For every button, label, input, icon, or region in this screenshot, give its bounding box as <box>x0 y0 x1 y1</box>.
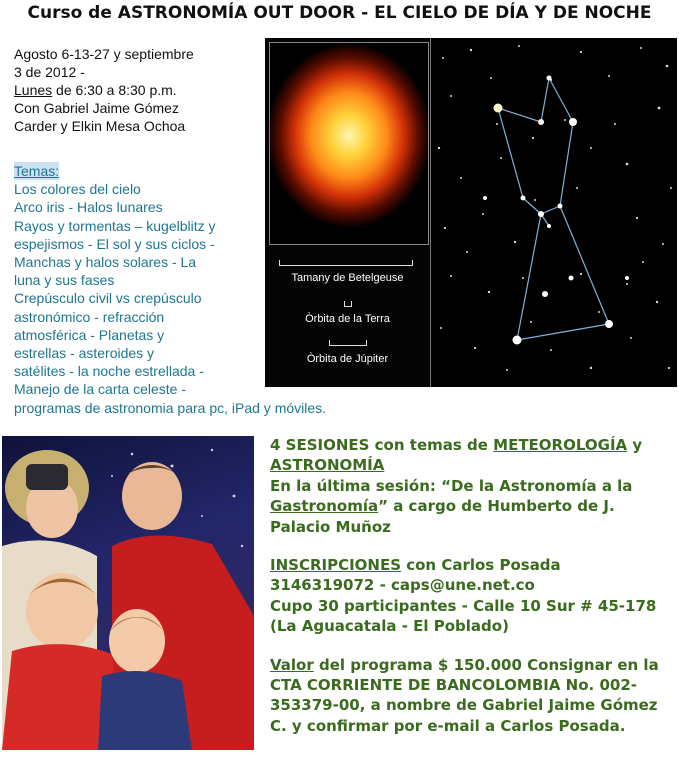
topics-heading: Temas: <box>14 163 60 179</box>
betelgeuse-size-panel <box>265 38 431 387</box>
child-shirt <box>98 671 192 750</box>
constellation-lines <box>498 78 609 340</box>
topic-line: Crepúsculo civil vs crepúsculo <box>14 290 202 307</box>
sessions-text: 4 SESIONES con temas de <box>270 436 494 454</box>
time-label: de 6:30 a 8:30 p.m. <box>52 82 177 98</box>
course-schedule <box>14 45 250 135</box>
dates-line-2: 3 de 2012 - <box>14 64 85 80</box>
betelgeuse-size-label: Tamany de Betelgeuse <box>291 272 404 284</box>
valor-label: Valor <box>270 655 314 674</box>
earth-orbit-bracket <box>344 301 352 307</box>
astronomia-link: ASTRONOMÍA <box>270 456 385 475</box>
child-face <box>109 609 165 673</box>
cupo-address: Cupo 30 participantes - Calle 10 Sur # 45-178 (La Aguacatala - El Poblado) <box>270 596 657 636</box>
day-label: Lunes <box>14 82 53 98</box>
topic-line: espejismos - El sol y sus ciclos - <box>14 235 215 252</box>
topic-line: Arco iris - Halos lunares <box>14 199 163 216</box>
binoculars <box>26 464 68 490</box>
spacer <box>270 537 679 555</box>
topic-line: atmosférica - Planetas y <box>14 326 165 343</box>
topic-line: programas de astronomia para pc, iPad y móviles. <box>14 399 327 416</box>
instructors-line-2: Carder y Elkin Mesa Ochoa <box>14 118 186 134</box>
topic-line: estrellas - asteroides y <box>14 345 155 362</box>
astronomy-image <box>265 38 677 387</box>
topic-line: Los colores del cielo <box>14 181 141 198</box>
family-illustration <box>2 436 254 750</box>
instructors-line-1: Con Gabriel Jaime Gómez <box>14 100 179 116</box>
betelgeuse-bracket <box>279 260 413 266</box>
jupiter-orbit-label: Òrbita de Júpiter <box>306 353 389 365</box>
meteorologia-link: METEOROLOGÍA <box>493 436 628 454</box>
payment-text: del programa $ 150.000 Consignar en la CTA CORRIENTE DE BANCOLOMBIA No. 002-353379-00, a nombre de Gabriel Jaime Gómez C. y confirmar por e-mail a Carlos Posada. <box>270 655 659 735</box>
earth-orbit-label: Òrbita de la Terra <box>305 313 390 325</box>
boy-face <box>26 573 98 649</box>
betelgeuse-star-image <box>269 42 429 245</box>
contact-name: con Carlos Posada <box>401 556 561 575</box>
payment-paragraph <box>270 655 679 737</box>
y-text: y <box>632 436 643 454</box>
topic-line: satélites - la noche estrellada - <box>14 363 204 380</box>
course-info <box>270 435 679 736</box>
topic-line: Manejo de la carta celeste - <box>14 381 186 398</box>
topic-line: Manchas y halos solares - La <box>14 254 197 271</box>
topics-list <box>14 162 327 417</box>
inscripciones-line <box>270 555 679 575</box>
gastronomia-link: Gastronomía <box>270 497 379 516</box>
inscripciones-label: INSCRIPCIONES <box>270 556 402 575</box>
last-session-paragraph <box>270 476 679 537</box>
sessions-paragraph <box>270 435 679 476</box>
topic-line: luna y sus fases <box>14 272 115 289</box>
dates-line-1: Agosto 6-13-27 y septiembre <box>14 46 194 62</box>
orion-starfield <box>431 38 677 387</box>
schedule-line <box>14 81 250 99</box>
last-session-suffix: ” a cargo de Humberto de J. Palacio Muñoz <box>270 497 615 536</box>
topic-line: Rayos y tormentas – kugelblitz y <box>14 217 216 234</box>
page-title: Curso de ASTRONOMÍA OUT DOOR - EL CIELO DE DÍA Y DE NOCHE <box>27 3 652 23</box>
last-session-prefix: En la última sesión: “De la Astronomía a la <box>270 476 633 495</box>
orion-stars <box>483 76 629 345</box>
orion-constellation-panel <box>431 38 677 387</box>
jupiter-orbit-bracket <box>329 340 367 346</box>
spacer <box>270 637 679 655</box>
family-stargazing-photo <box>2 436 254 750</box>
phone-email: 3146319072 - caps@une.net.co <box>270 576 535 595</box>
topic-line: astronómico - refracción <box>14 308 165 325</box>
